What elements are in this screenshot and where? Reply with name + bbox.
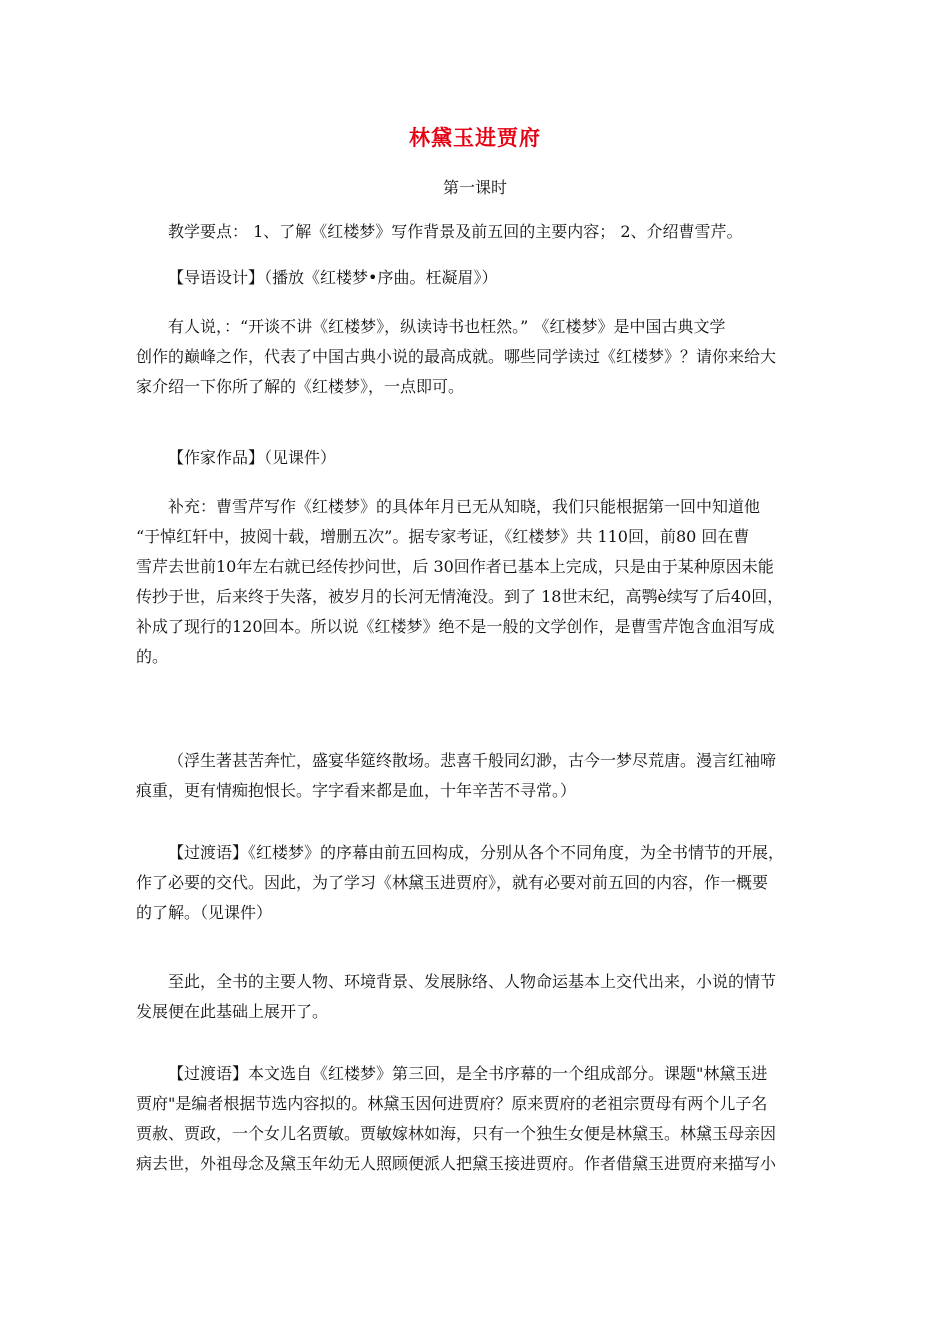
text-line: 【导语设计】（播放《红楼梦•序曲。枉凝眉》） <box>168 268 498 287</box>
text-line: （浮生著甚苦奔忙，盛宴华筵终散场。悲喜千般同幻渺，古今一梦尽荒唐。漫言红袖啼 <box>168 751 777 770</box>
text-line: 的。 <box>136 647 169 666</box>
text-line: 的了解。（见课件） <box>136 903 273 922</box>
text-line: 【过渡语】本文选自《红楼梦》第三回，是全书序幕的一个组成部分。课题"林黛玉进 <box>168 1064 768 1083</box>
poem-paragraph <box>136 746 826 806</box>
text-line: 病去世，外祖母念及黛玉年幼无人照顾便派人把黛玉接进贾府。作者借黛玉进贾府来描写小 <box>136 1154 777 1173</box>
teaching-key-points <box>136 217 826 247</box>
text-line: “于悼红轩中，披阅十载，增删五次”。据专家考证，《红楼梦》共 110回，前80 回在曹 <box>136 527 750 546</box>
text-line: 贾赦、贾政，一个女儿名贾敏。贾敏嫁林如海，只有一个独生女便是林黛玉。林黛玉母亲因 <box>136 1124 777 1143</box>
so-far-paragraph <box>136 967 826 1027</box>
text-line: 补充：曹雪芹写作《红楼梦》的具体年月已无从知晓，我们只能根据第一回中知道他 <box>168 497 761 516</box>
text-line: 作了必要的交代。因此，为了学习《林黛玉进贾府》，就有必要对前五回的内容，作一概要 <box>136 873 769 892</box>
text-line: 教学要点： 1、了解《红楼梦》写作背景及前五回的主要内容； 2、介绍曹雪芹。 <box>168 222 743 241</box>
text-line: 传抄于世，后来终于失落，被岁月的长河无情淹没。到了 18世末纪，高鹗è续写了后40回， <box>136 587 784 606</box>
text-line: 至此，全书的主要人物、环境背景、发展脉络、人物命运基本上交代出来，小说的情节 <box>168 972 777 991</box>
document-title: 林黛玉进贾府 <box>409 125 541 150</box>
text-line: 贾府"是编者根据节选内容拟的。林黛玉因何进贾府？原来贾府的老祖宗贾母有两个儿子名 <box>136 1094 768 1113</box>
lesson-subtitle: 第一课时 <box>442 178 507 197</box>
transition-paragraph-2 <box>136 1059 826 1179</box>
text-line: 补成了现行的120回本。所以说《红楼梦》绝不是一般的文学创作，是曹雪芹饱含血泪写成 <box>136 617 775 636</box>
text-line: 创作的巅峰之作，代表了中国古典小说的最高成就。哪些同学读过《红楼梦》？请你来给大 <box>136 347 777 366</box>
text-line: 【过渡语】《红楼梦》的序幕由前五回构成，分别从各个不同角度，为全书情节的开展， <box>168 843 785 862</box>
intro-design-heading <box>136 263 826 293</box>
text-line: 【作家作品】（见课件） <box>168 448 337 467</box>
transition-paragraph-1 <box>136 838 826 928</box>
supplement-paragraph <box>136 492 826 672</box>
text-line: 家介绍一下你所了解的《红楼梦》，一点即可。 <box>136 377 465 396</box>
intro-paragraph <box>136 312 826 402</box>
text-line: 有人说，：“开谈不讲《红楼梦》，纵读诗书也枉然。” 《红楼梦》是中国古典文学 <box>168 317 726 336</box>
text-line: 痕重，更有情痴抱恨长。字字看来都是血，十年辛苦不寻常。） <box>136 781 577 800</box>
author-works-heading <box>136 443 826 473</box>
text-line: 发展便在此基础上展开了。 <box>136 1002 329 1021</box>
text-line: 雪芹去世前10年左右就已经传抄问世，后 30回作者已基本上完成，只是由于某种原因未能 <box>136 557 774 576</box>
